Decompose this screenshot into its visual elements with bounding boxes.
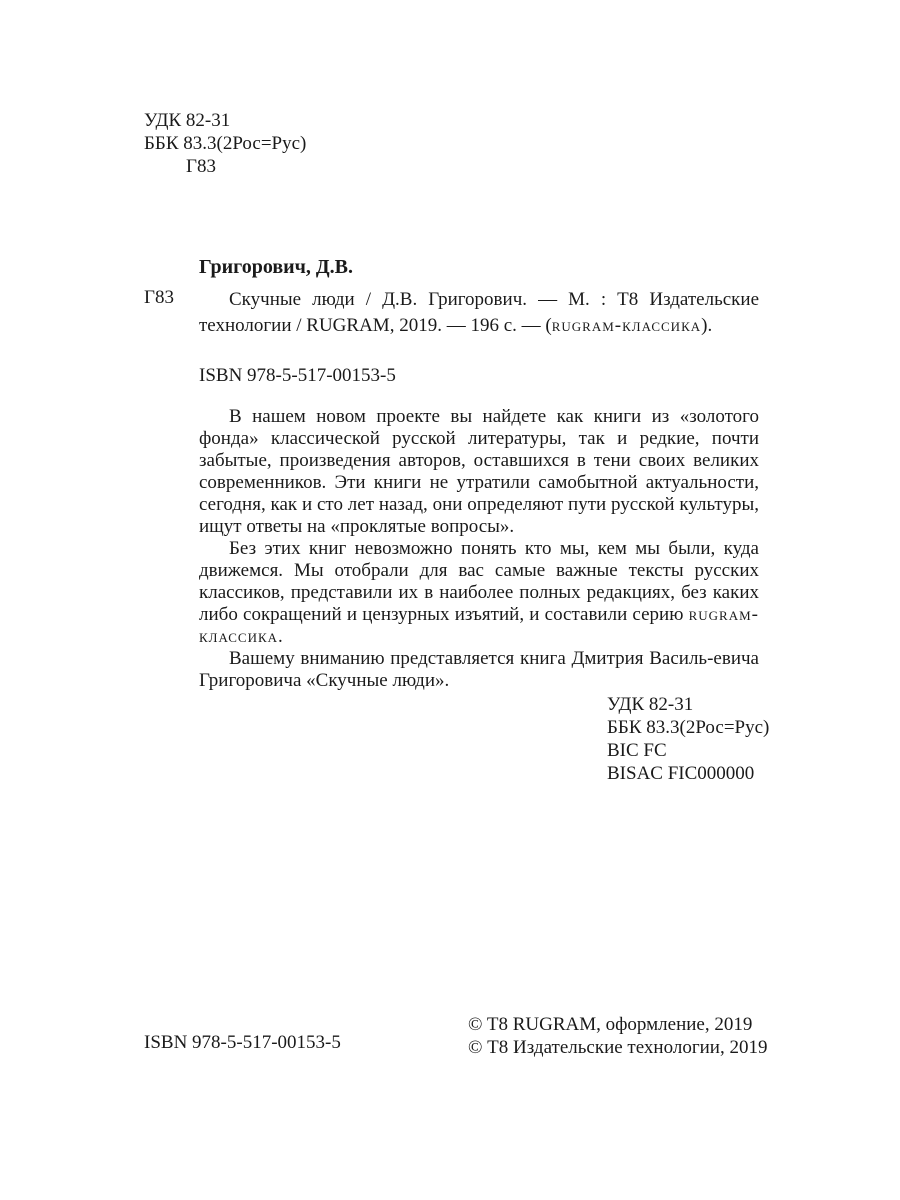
author-name: Григорович, Д.В. (199, 256, 354, 278)
copyright-line-2: © Т8 Издательские технологии, 2019 (468, 1037, 768, 1058)
annotation-p2-end: . (278, 626, 283, 647)
isbn-bottom: ISBN 978-5-517-00153-5 (144, 1032, 341, 1053)
classification-bic: BIC FC (607, 740, 667, 761)
header-bbk: ББК 83.3(2Рос=Рус) (144, 133, 307, 154)
annotation (199, 406, 759, 692)
bib-series: rugram-классика (551, 315, 702, 336)
annotation-paragraph-1: В нашем новом проекте вы найдете как книги из «золотого фонда» классической русской литературы, так и редкие, почти забытые, произведения авторов, оставшихся в тени своих великих современников. Эти книги не утратили самобытной актуальности, сегодня, как и сто лет назад, они определяют пути русской культуры, ищут ответы на «проклятые вопросы». (199, 406, 759, 537)
annotation-p2-start: Без этих книг невозможно понять кто мы, кем мы были, куда движемся. Мы отобрали для вас самые важные тексты русских классиков, представили их в наиболее полных редакциях, без каких либо сокращений и цензурных изъятий, и составили серию (199, 538, 759, 625)
annotation-paragraph-2 (199, 538, 759, 648)
classification-udk: УДК 82-31 (607, 694, 694, 715)
annotation-paragraph-3: Вашему вниманию представляется книга Дмитрия Василь-евича Григоровича «Скучные люди». (199, 648, 759, 691)
classification-block (607, 693, 769, 785)
header-udk: УДК 82-31 (144, 110, 231, 131)
isbn-main: ISBN 978-5-517-00153-5 (199, 365, 396, 386)
bibliographic-description (199, 287, 759, 339)
header-author-code: Г83 (186, 156, 216, 177)
copyright-block (468, 1013, 767, 1059)
classification-bisac: BISAC FIC000000 (607, 763, 755, 784)
copyright-line-1: © T8 RUGRAM, оформление, 2019 (468, 1014, 753, 1035)
classification-bbk: ББК 83.3(2Рос=Рус) (607, 717, 770, 738)
annotation-p2-series: rugram-классика (199, 604, 759, 647)
bib-text-main: Скучные люди / Д.В. Григорович. — М. : Т8 Издательские технологии / RUGRAM, 2019. — 196 с. — ( (199, 289, 759, 336)
bib-text-end: ). (701, 315, 713, 336)
side-author-code: Г83 (144, 287, 174, 308)
